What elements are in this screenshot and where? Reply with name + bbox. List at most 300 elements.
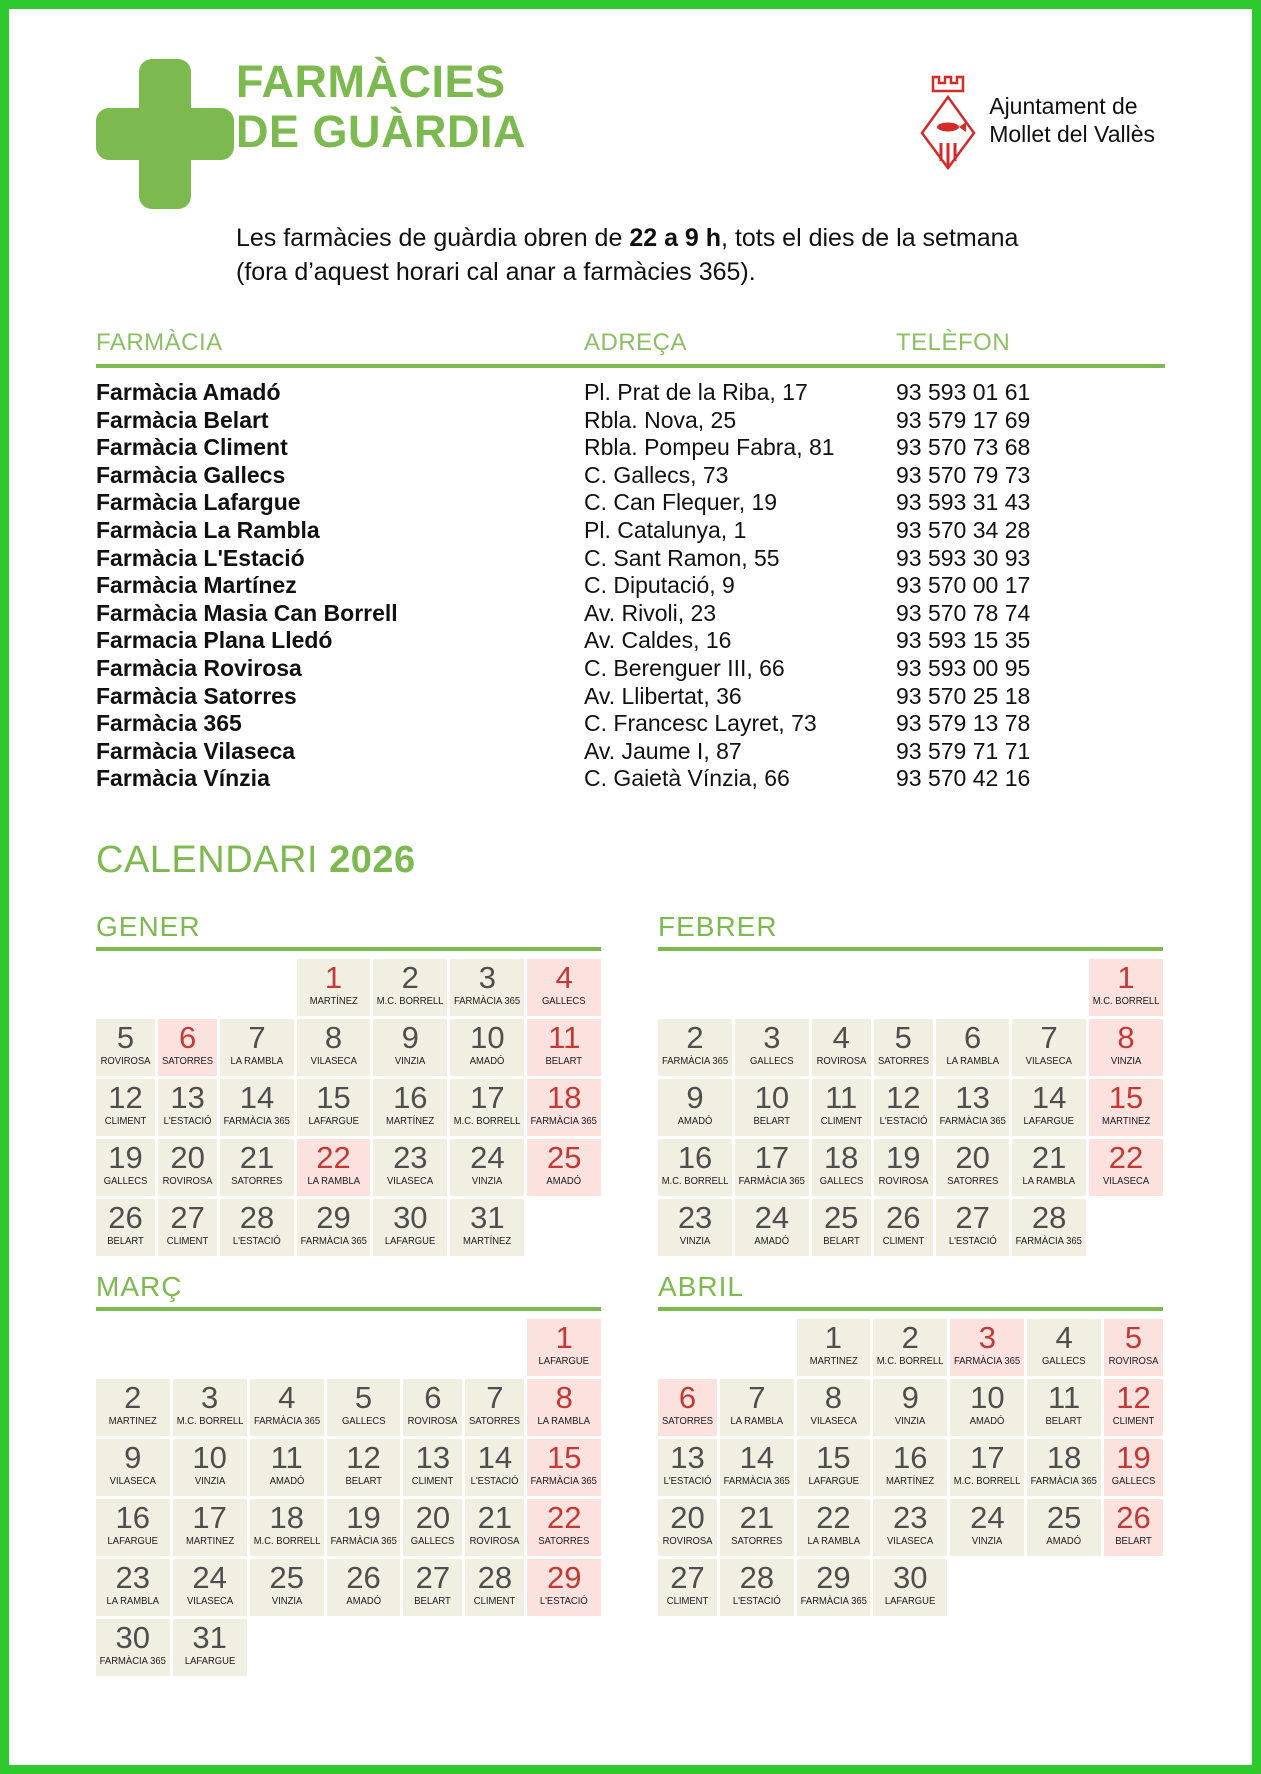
day-pharmacy-label: AMADÓ [677, 1114, 713, 1127]
day-number: 2 [686, 1019, 704, 1055]
day-pharmacy-label: MARTÍNEZ [886, 1474, 935, 1487]
day-cell [96, 1559, 170, 1616]
day-pharmacy-label: LA RAMBLA [307, 1174, 360, 1187]
pharmacy-name: Farmàcia Vínzia [96, 765, 270, 792]
pharmacy-address: Pl. Prat de la Riba, 17 [584, 379, 808, 405]
day-cell [873, 1379, 947, 1436]
day-pharmacy-label: ROVIROSA [469, 1534, 520, 1547]
day-cell [1012, 1079, 1086, 1136]
day-pharmacy-label: VILASECA [1026, 1054, 1073, 1067]
calendar-title: CALENDARI 2026 [96, 838, 416, 881]
day-cell [373, 1199, 447, 1256]
empty-day-cell [158, 959, 217, 1016]
day-number: 22 [546, 1499, 582, 1535]
day-number: 10 [754, 1079, 790, 1115]
day-pharmacy-label: FARMÀCIA 365 [723, 1474, 790, 1487]
day-pharmacy-label: FARMÀCIA 365 [954, 1354, 1021, 1367]
day-cell [327, 1559, 401, 1616]
day-number: 25 [269, 1559, 304, 1595]
day-pharmacy-label: FARMÀCIA 365 [1031, 1474, 1098, 1487]
day-cell [720, 1499, 794, 1556]
day-cell [465, 1439, 524, 1496]
day-cell [797, 1439, 871, 1496]
day-cell [735, 1139, 809, 1196]
day-number: 9 [686, 1079, 704, 1115]
day-cell [950, 1379, 1024, 1436]
day-cell [297, 959, 371, 1016]
pharmacy-address: C. Can Flequer, 19 [584, 489, 778, 516]
day-pharmacy-label: GALLECS [750, 1054, 794, 1067]
day-number: 14 [739, 1439, 775, 1475]
day-cell [658, 1559, 717, 1616]
day-cell [720, 1379, 794, 1436]
day-pharmacy-label: AMADÓ [346, 1594, 381, 1607]
day-cell [527, 1559, 601, 1616]
day-number: 29 [316, 1199, 351, 1235]
table-row [96, 434, 1165, 462]
pharmacy-phone: 93 570 25 18 [896, 682, 1031, 709]
day-pharmacy-label: M.C. BORRELL [953, 1474, 1021, 1487]
header-rule [96, 364, 1165, 368]
day-cell [96, 1439, 170, 1496]
month-title: ABRIL [658, 1272, 1163, 1311]
day-cell [327, 1439, 401, 1496]
day-pharmacy-label: ROVIROSA [100, 1054, 151, 1067]
day-number: 13 [415, 1439, 451, 1475]
day-number: 16 [677, 1139, 713, 1175]
day-cell [527, 1079, 601, 1136]
day-pharmacy-label: BELART [414, 1594, 452, 1607]
day-pharmacy-label: GALLECS [1111, 1474, 1156, 1487]
day-number: 26 [108, 1199, 143, 1235]
empty-day-cell [874, 959, 933, 1016]
pharmacy-address: C. Diputació, 9 [584, 572, 735, 599]
day-pharmacy-label: LAFARGUE [539, 1354, 590, 1367]
day-cell [403, 1439, 462, 1496]
day-cell [874, 1139, 933, 1196]
day-pharmacy-label: FARMÀCIA 365 [454, 994, 521, 1007]
day-pharmacy-label: SATORRES [469, 1414, 521, 1427]
day-cell [403, 1499, 462, 1556]
day-number: 13 [955, 1079, 990, 1115]
day-pharmacy-label: GALLECS [103, 1174, 148, 1187]
empty-day-cell [327, 1319, 401, 1376]
day-cell [327, 1499, 401, 1556]
day-cell [658, 1199, 732, 1256]
day-pharmacy-label: VINZIA [194, 1474, 225, 1487]
day-cell [874, 1019, 933, 1076]
day-cell [936, 1199, 1010, 1256]
table-row [96, 765, 1165, 793]
day-number: 12 [346, 1439, 381, 1475]
day-pharmacy-label: L'ESTACIÓ [233, 1234, 281, 1247]
day-cell [873, 1319, 947, 1376]
pharmacy-phone: 93 570 78 74 [896, 599, 1031, 626]
day-number: 31 [470, 1199, 505, 1235]
day-number: 11 [270, 1439, 303, 1475]
day-number: 14 [1031, 1079, 1067, 1115]
table-row [96, 600, 1165, 628]
day-cell [812, 1139, 871, 1196]
day-pharmacy-label: L'ESTACIÓ [948, 1234, 997, 1247]
day-cell [220, 1019, 294, 1076]
day-number: 27 [670, 1559, 705, 1595]
day-pharmacy-label: M.C. BORRELL [176, 1414, 243, 1427]
day-pharmacy-label: LAFARGUE [308, 1114, 359, 1127]
day-cell [873, 1439, 947, 1496]
day-cell [1089, 1019, 1163, 1076]
day-number: 20 [670, 1499, 705, 1535]
day-cell [1104, 1319, 1163, 1376]
day-cell [658, 1379, 717, 1436]
day-pharmacy-label: FARMÀCIA 365 [99, 1654, 166, 1667]
day-cell [874, 1199, 933, 1256]
empty-day-cell [658, 1319, 717, 1376]
day-pharmacy-label: L'ESTACIÓ [471, 1474, 519, 1487]
day-pharmacy-label: M.C. BORRELL [876, 1354, 944, 1367]
day-number: 27 [955, 1199, 990, 1235]
city-logo [919, 69, 1155, 171]
day-pharmacy-label: AMADÓ [546, 1174, 582, 1187]
day-cell [1027, 1439, 1101, 1496]
day-number: 26 [1116, 1499, 1151, 1535]
day-number: 7 [748, 1379, 766, 1415]
day-cell [96, 1199, 155, 1256]
day-pharmacy-label: VINZIA [271, 1594, 302, 1607]
day-pharmacy-label: GALLECS [411, 1534, 455, 1547]
page-title: FARMÀCIES DE GUÀRDIA [236, 56, 527, 157]
day-number: 6 [424, 1379, 442, 1415]
day-number: 4 [278, 1379, 296, 1415]
empty-day-cell [403, 1319, 462, 1376]
day-number: 4 [555, 959, 573, 995]
day-number: 25 [1046, 1499, 1082, 1535]
day-number: 2 [124, 1379, 142, 1415]
day-pharmacy-label: LA RAMBLA [730, 1414, 784, 1427]
day-number: 21 [239, 1139, 275, 1175]
day-cell [1027, 1319, 1101, 1376]
day-number: 14 [477, 1439, 513, 1475]
day-number: 5 [1124, 1319, 1143, 1355]
day-number: 8 [555, 1379, 573, 1415]
day-pharmacy-label: VINZIA [972, 1534, 1003, 1547]
day-pharmacy-label: L'ESTACIÓ [879, 1114, 928, 1127]
day-number: 16 [393, 1079, 428, 1115]
day-number: 21 [1031, 1139, 1067, 1175]
pharmacy-name: Farmàcia Gallecs [96, 461, 286, 488]
day-pharmacy-label: M.C. BORRELL [253, 1534, 321, 1547]
day-cell [220, 1139, 294, 1196]
pharmacy-address: C. Francesc Layret, 73 [584, 710, 817, 737]
day-cell [797, 1559, 871, 1616]
day-number: 1 [324, 959, 343, 995]
pharmacy-name: Farmàcia Rovirosa [96, 654, 302, 681]
day-cell [812, 1199, 871, 1256]
day-pharmacy-label: VINZIA [894, 1414, 926, 1427]
day-pharmacy-label: VILASECA [186, 1594, 233, 1607]
pharmacy-name: Farmacia Plana Lledó [96, 627, 333, 654]
day-cell [1012, 1019, 1086, 1076]
day-pharmacy-label: FARMÀCIA 365 [300, 1234, 367, 1247]
day-cell [735, 1019, 809, 1076]
day-cell [327, 1379, 401, 1436]
day-number: 11 [1048, 1379, 1081, 1415]
pharmacy-cross-icon [96, 59, 234, 209]
day-pharmacy-label: LAFARGUE [884, 1594, 936, 1607]
day-number: 23 [393, 1139, 428, 1175]
day-pharmacy-label: MARTÍNEZ [463, 1234, 512, 1247]
day-cell [173, 1619, 247, 1676]
day-pharmacy-label: SATORRES [231, 1174, 283, 1187]
day-pharmacy-label: FARMÀCIA 365 [800, 1594, 867, 1607]
day-cell [173, 1379, 247, 1436]
day-number: 10 [470, 1019, 505, 1055]
day-number: 10 [192, 1439, 227, 1475]
pharmacy-phone: 93 570 34 28 [896, 516, 1031, 543]
day-cell [812, 1019, 871, 1076]
month-abril [658, 1272, 1163, 1676]
month-grid [96, 959, 601, 1256]
day-number: 25 [546, 1139, 582, 1175]
day-pharmacy-label: MARTINEZ [185, 1534, 234, 1547]
day-cell [96, 1019, 155, 1076]
day-cell [158, 1199, 217, 1256]
directory-header [96, 329, 1165, 357]
day-cell [950, 1499, 1024, 1556]
day-cell [797, 1319, 871, 1376]
table-row [96, 489, 1165, 517]
pharmacy-name: Farmàcia Masia Can Borrell [96, 599, 398, 626]
day-pharmacy-label: LA RAMBLA [807, 1534, 860, 1547]
day-cell [96, 1079, 155, 1136]
day-number: 25 [823, 1199, 859, 1235]
day-pharmacy-label: VILASECA [310, 1054, 357, 1067]
month-febrer [658, 912, 1163, 1256]
day-cell [373, 1079, 447, 1136]
day-cell [96, 1139, 155, 1196]
day-cell [1104, 1379, 1163, 1436]
day-number: 17 [754, 1139, 790, 1175]
day-number: 13 [670, 1439, 705, 1475]
day-pharmacy-label: VILASECA [887, 1534, 934, 1547]
day-pharmacy-label: SATORRES [162, 1054, 214, 1067]
day-number: 12 [886, 1079, 921, 1115]
day-cell [250, 1559, 324, 1616]
pharmacy-phone: 93 593 31 43 [896, 489, 1031, 516]
day-pharmacy-label: VILASECA [387, 1174, 434, 1187]
day-cell [465, 1499, 524, 1556]
day-number: 18 [823, 1139, 859, 1175]
month-title: GENER [96, 912, 601, 951]
day-number: 8 [324, 1019, 343, 1055]
pharmacy-phone: 93 570 00 17 [896, 572, 1031, 599]
day-cell [720, 1439, 794, 1496]
day-pharmacy-label: GALLECS [542, 994, 587, 1007]
day-cell [1089, 1139, 1163, 1196]
day-cell [297, 1139, 371, 1196]
day-pharmacy-label: ROVIROSA [162, 1174, 213, 1187]
day-cell [797, 1379, 871, 1436]
day-cell [527, 1139, 601, 1196]
day-number: 5 [354, 1379, 373, 1415]
day-pharmacy-label: VILASECA [810, 1414, 857, 1427]
day-number: 30 [115, 1619, 150, 1655]
empty-day-cell [96, 1319, 170, 1376]
day-cell [527, 1319, 601, 1376]
day-number: 18 [269, 1499, 304, 1535]
table-row [96, 545, 1165, 573]
day-number: 5 [894, 1019, 912, 1055]
day-cell [96, 1619, 170, 1676]
day-number: 22 [1108, 1139, 1144, 1175]
pharmacy-phone: 93 579 13 78 [896, 710, 1031, 737]
day-cell [873, 1499, 947, 1556]
day-cell [658, 1499, 717, 1556]
day-cell [1089, 959, 1163, 1016]
pharmacy-name: Farmàcia Climent [96, 434, 288, 461]
day-cell [812, 1079, 871, 1136]
day-pharmacy-label: CLIMENT [474, 1594, 516, 1607]
day-number: 6 [963, 1019, 982, 1055]
day-cell [658, 1439, 717, 1496]
day-number: 15 [546, 1439, 582, 1475]
day-pharmacy-label: SATORRES [661, 1414, 714, 1427]
day-cell [735, 1079, 809, 1136]
day-pharmacy-label: CLIMENT [104, 1114, 147, 1127]
day-number: 8 [1117, 1019, 1135, 1055]
day-cell [936, 1139, 1010, 1196]
day-pharmacy-label: AMADÓ [969, 1414, 1005, 1427]
day-number: 18 [1046, 1439, 1082, 1475]
day-cell [373, 1019, 447, 1076]
day-cell [250, 1439, 324, 1496]
day-cell [158, 1079, 217, 1136]
day-number: 6 [678, 1379, 697, 1415]
day-pharmacy-label: ROVIROSA [878, 1174, 929, 1187]
day-pharmacy-label: VINZIA [679, 1234, 711, 1247]
day-number: 3 [978, 1319, 996, 1355]
day-number: 17 [470, 1079, 505, 1115]
day-number: 31 [192, 1619, 227, 1655]
day-cell [297, 1079, 371, 1136]
day-pharmacy-label: ROVIROSA [1108, 1354, 1159, 1367]
pharmacy-name: Farmàcia L'Estació [96, 544, 305, 571]
month-mar [96, 1272, 601, 1676]
day-number: 21 [739, 1499, 775, 1535]
day-pharmacy-label: LA RAMBLA [1022, 1174, 1076, 1187]
day-number: 19 [346, 1499, 381, 1535]
pharmacy-name: Farmàcia 365 [96, 710, 242, 737]
day-pharmacy-label: M.C. BORRELL [661, 1174, 729, 1187]
day-number: 26 [886, 1199, 921, 1235]
day-pharmacy-label: MARTINEZ [108, 1414, 157, 1427]
day-number: 14 [239, 1079, 275, 1115]
day-pharmacy-label: FARMÀCIA 365 [253, 1414, 320, 1427]
day-number: 12 [1116, 1379, 1151, 1415]
month-title: MARÇ [96, 1272, 601, 1311]
day-number: 15 [1108, 1079, 1144, 1115]
day-number: 24 [470, 1139, 505, 1175]
day-cell [873, 1559, 947, 1616]
day-number: 15 [316, 1079, 351, 1115]
pharmacy-phone: 93 570 79 73 [896, 461, 1031, 488]
empty-day-cell [812, 959, 871, 1016]
day-cell [527, 1019, 601, 1076]
day-cell [450, 1199, 524, 1256]
day-cell [527, 959, 601, 1016]
day-pharmacy-label: VINZIA [1110, 1054, 1142, 1067]
table-row [96, 379, 1165, 407]
pharmacy-address: Av. Caldes, 16 [584, 627, 732, 654]
day-pharmacy-label: MARTINEZ [809, 1354, 858, 1367]
day-number: 4 [832, 1019, 850, 1055]
pharmacy-phone: 93 579 17 69 [896, 406, 1031, 433]
day-number: 20 [955, 1139, 990, 1175]
table-row [96, 462, 1165, 490]
pharmacy-directory [96, 329, 1165, 793]
day-number: 19 [1116, 1439, 1151, 1475]
pharmacy-phone: 93 593 00 95 [896, 654, 1031, 681]
day-number: 2 [901, 1319, 919, 1355]
day-number: 7 [248, 1019, 266, 1055]
day-cell [1012, 1139, 1086, 1196]
day-pharmacy-label: VILASECA [109, 1474, 156, 1487]
day-number: 10 [970, 1379, 1005, 1415]
pharmacy-address: Rbla. Pompeu Fabra, 81 [584, 434, 835, 461]
pharmacy-address: Av. Llibertat, 36 [584, 682, 742, 709]
day-pharmacy-label: CLIMENT [166, 1234, 209, 1247]
day-pharmacy-label: FARMÀCIA 365 [1016, 1234, 1083, 1247]
day-pharmacy-label: ROVIROSA [662, 1534, 713, 1547]
day-cell [373, 959, 447, 1016]
day-cell [96, 1379, 170, 1436]
day-cell [527, 1499, 601, 1556]
empty-day-cell [658, 959, 732, 1016]
day-cell [1104, 1499, 1163, 1556]
day-pharmacy-label: CLIMENT [412, 1474, 454, 1487]
day-cell [250, 1379, 324, 1436]
day-cell [874, 1079, 933, 1136]
day-pharmacy-label: L'ESTACIÓ [663, 1474, 712, 1487]
intro-text: Les farmàcies de guàrdia obren de 22 a 9 h, tots el dies de la setmana (fora d’aquest horari cal anar a farmàcies 365). [236, 224, 1019, 286]
day-pharmacy-label: LA RAMBLA [230, 1054, 284, 1067]
day-cell [450, 1139, 524, 1196]
day-number: 30 [892, 1559, 928, 1595]
pharmacy-address: Pl. Catalunya, 1 [584, 516, 747, 543]
month-title: FEBRER [658, 912, 1163, 951]
day-pharmacy-label: CLIMENT [1112, 1414, 1155, 1427]
day-pharmacy-label: SATORRES [947, 1174, 999, 1187]
pharmacy-address: Av. Rivoli, 23 [584, 599, 717, 626]
column-header-adreca: ADREÇA [584, 329, 688, 356]
day-cell [936, 1019, 1010, 1076]
day-number: 18 [546, 1079, 582, 1115]
day-number: 12 [108, 1079, 143, 1115]
day-cell [450, 959, 524, 1016]
day-pharmacy-label: FARMÀCIA 365 [223, 1114, 291, 1127]
pharmacy-name: Farmàcia Belart [96, 406, 269, 433]
day-pharmacy-label: LAFARGUE [808, 1474, 859, 1487]
day-cell [735, 1199, 809, 1256]
directory-rows [96, 379, 1165, 793]
column-header-telefon: TELÈFON [896, 329, 1011, 356]
table-row [96, 627, 1165, 655]
pharmacy-phone: 93 570 73 68 [896, 434, 1031, 461]
day-number: 1 [1117, 959, 1135, 995]
day-cell [936, 1079, 1010, 1136]
day-pharmacy-label: GALLECS [341, 1414, 386, 1427]
day-cell [96, 1499, 170, 1556]
